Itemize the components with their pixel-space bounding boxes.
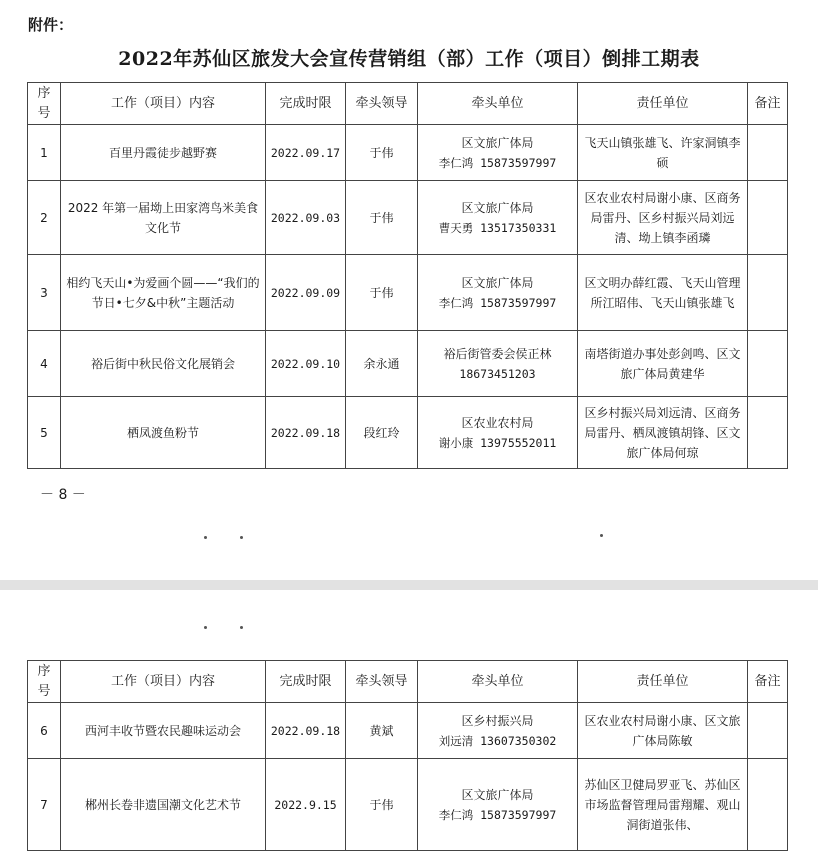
cell-lead-unit: 区文旅广体局 李仁鸿 15873597997 bbox=[418, 759, 578, 851]
cell-seq: 3 bbox=[28, 255, 61, 331]
cell-resp-unit: 区农业农村局谢小康、区文旅广体局陈敏 bbox=[578, 703, 748, 759]
cell-leader: 黄斌 bbox=[346, 703, 418, 759]
cell-leader: 余永通 bbox=[346, 331, 418, 397]
header-content: 工作（项目）内容 bbox=[61, 661, 266, 703]
cell-seq: 5 bbox=[28, 397, 61, 469]
cell-lead-unit: 区文旅广体局 李仁鸿 15873597997 bbox=[418, 125, 578, 181]
cell-lead-unit: 区文旅广体局 李仁鸿 15873597997 bbox=[418, 255, 578, 331]
table-header-row bbox=[28, 661, 788, 703]
cell-resp-unit: 区文明办薛红霞、飞天山管理所江昭伟、飞天山镇张雄飞 bbox=[578, 255, 748, 331]
header-seq: 序号 bbox=[28, 83, 61, 125]
cell-resp-unit: 南塔街道办事处彭剑鸣、区文旅广体局黄建华 bbox=[578, 331, 748, 397]
cell-leader: 于伟 bbox=[346, 759, 418, 851]
cell-resp-unit: 区农业农村局谢小康、区商务局雷丹、区乡村振兴局刘远清、坳上镇李函璘 bbox=[578, 181, 748, 255]
cell-deadline: 2022.09.17 bbox=[266, 125, 346, 181]
cell-remark bbox=[748, 703, 788, 759]
cell-seq: 2 bbox=[28, 181, 61, 255]
scan-speck bbox=[240, 536, 243, 539]
table-row bbox=[28, 397, 788, 469]
cell-content: 百里丹霞徒步越野赛 bbox=[61, 125, 266, 181]
header-lead-unit: 牵头单位 bbox=[418, 83, 578, 125]
header-deadline: 完成时限 bbox=[266, 661, 346, 703]
header-remark: 备注 bbox=[748, 661, 788, 703]
table-row bbox=[28, 255, 788, 331]
cell-content: 2022 年第一届坳上田家湾鸟米美食文化节 bbox=[61, 181, 266, 255]
cell-leader: 于伟 bbox=[346, 255, 418, 331]
cell-content: 相约飞天山•为爱画个圆——“我们的节日•七夕&中秋”主题活动 bbox=[61, 255, 266, 331]
cell-lead-unit: 区文旅广体局 曹天勇 13517350331 bbox=[418, 181, 578, 255]
page-number: － 8 － bbox=[40, 487, 86, 503]
cell-lead-unit: 区农业农村局 谢小康 13975552011 bbox=[418, 397, 578, 469]
cell-content: 郴州长卷非遗国潮文化艺术节 bbox=[61, 759, 266, 851]
header-resp-unit: 责任单位 bbox=[578, 83, 748, 125]
scan-speck bbox=[240, 626, 243, 629]
table-row bbox=[28, 331, 788, 397]
cell-seq: 7 bbox=[28, 759, 61, 851]
header-remark: 备注 bbox=[748, 83, 788, 125]
header-leader: 牵头领导 bbox=[346, 83, 418, 125]
cell-deadline: 2022.09.10 bbox=[266, 331, 346, 397]
header-leader: 牵头领导 bbox=[346, 661, 418, 703]
header-content: 工作（项目）内容 bbox=[61, 83, 266, 125]
cell-remark bbox=[748, 397, 788, 469]
header-resp-unit: 责任单位 bbox=[578, 661, 748, 703]
table-row bbox=[28, 759, 788, 851]
scan-speck bbox=[204, 626, 207, 629]
document-title: 2022年苏仙区旅发大会宣传营销组（部）工作（项目）倒排工期表 bbox=[118, 48, 700, 70]
cell-deadline: 2022.09.03 bbox=[266, 181, 346, 255]
page-separator bbox=[0, 580, 818, 590]
cell-content: 裕后街中秋民俗文化展销会 bbox=[61, 331, 266, 397]
schedule-table-continued bbox=[27, 660, 788, 851]
cell-remark bbox=[748, 255, 788, 331]
table-header-row bbox=[28, 83, 788, 125]
cell-deadline: 2022.9.15 bbox=[266, 759, 346, 851]
scan-speck bbox=[204, 536, 207, 539]
cell-resp-unit: 苏仙区卫健局罗亚飞、苏仙区市场监督管理局雷翔耀、观山洞街道张伟、 bbox=[578, 759, 748, 851]
table-row bbox=[28, 703, 788, 759]
cell-seq: 6 bbox=[28, 703, 61, 759]
cell-deadline: 2022.09.09 bbox=[266, 255, 346, 331]
cell-lead-unit: 区乡村振兴局 刘远清 13607350302 bbox=[418, 703, 578, 759]
cell-resp-unit: 区乡村振兴局刘远清、区商务局雷丹、栖凤渡镇胡锋、区文旅广体局何琼 bbox=[578, 397, 748, 469]
document-page-2 bbox=[0, 590, 818, 864]
annex-label: 附件： bbox=[28, 16, 74, 34]
cell-lead-unit: 裕后街管委会侯正林 18673451203 bbox=[418, 331, 578, 397]
cell-remark bbox=[748, 181, 788, 255]
cell-seq: 1 bbox=[28, 125, 61, 181]
header-seq: 序号 bbox=[28, 661, 61, 703]
scan-speck bbox=[600, 534, 603, 537]
table-row bbox=[28, 125, 788, 181]
cell-content: 西河丰收节暨农民趣味运动会 bbox=[61, 703, 266, 759]
cell-leader: 于伟 bbox=[346, 181, 418, 255]
cell-leader: 于伟 bbox=[346, 125, 418, 181]
header-lead-unit: 牵头单位 bbox=[418, 661, 578, 703]
cell-resp-unit: 飞天山镇张雄飞、许家洞镇李硕 bbox=[578, 125, 748, 181]
cell-leader: 段红玲 bbox=[346, 397, 418, 469]
cell-remark bbox=[748, 331, 788, 397]
cell-remark bbox=[748, 125, 788, 181]
header-deadline: 完成时限 bbox=[266, 83, 346, 125]
cell-seq: 4 bbox=[28, 331, 61, 397]
cell-content: 栖凤渡鱼粉节 bbox=[61, 397, 266, 469]
cell-deadline: 2022.09.18 bbox=[266, 397, 346, 469]
schedule-table bbox=[27, 82, 788, 469]
table-row bbox=[28, 181, 788, 255]
cell-deadline: 2022.09.18 bbox=[266, 703, 346, 759]
cell-remark bbox=[748, 759, 788, 851]
